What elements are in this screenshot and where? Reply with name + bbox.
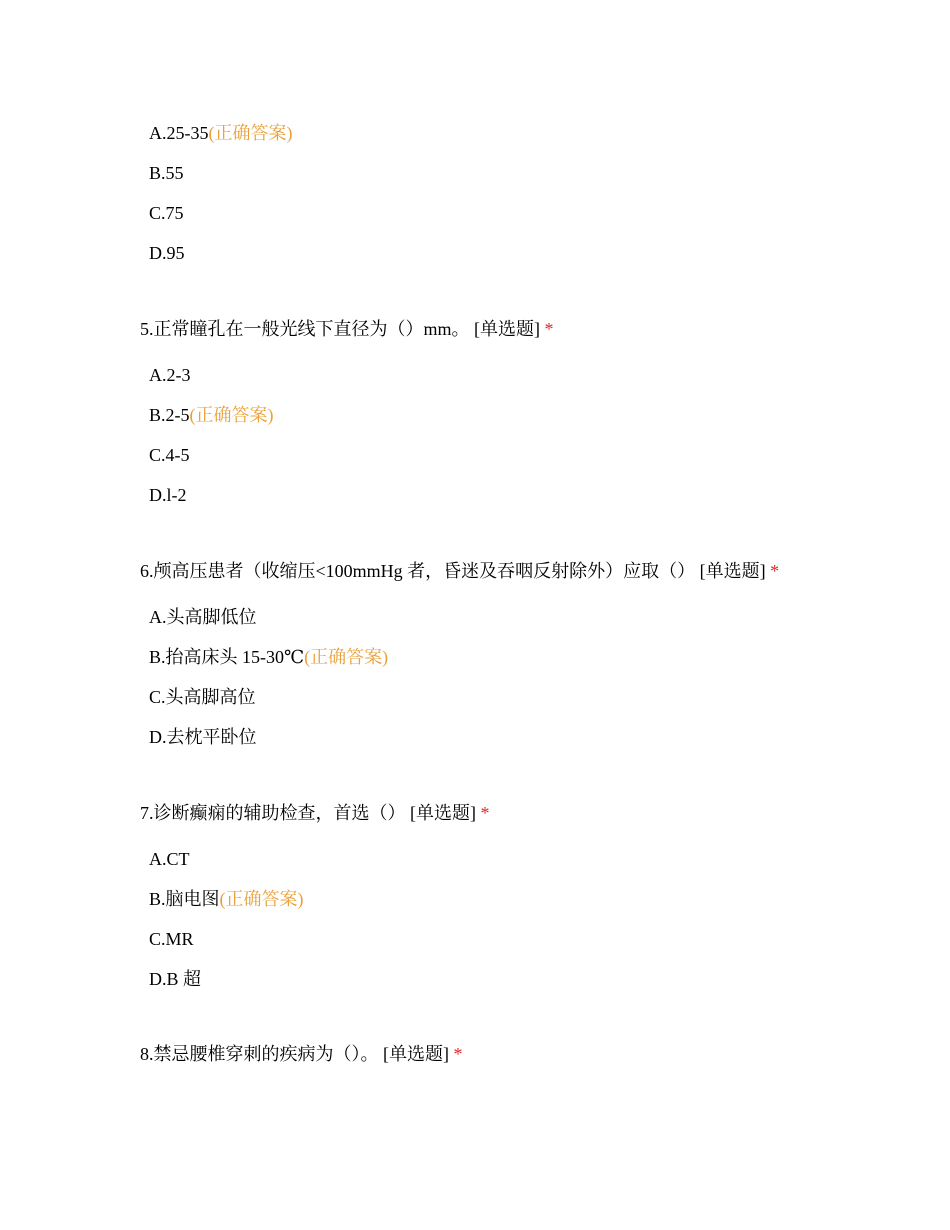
correct-answer-marker: (正确答案) [208,123,293,143]
required-asterisk: * [480,803,490,823]
q4-option-d[interactable] [149,241,185,265]
q5-option-d[interactable] [149,483,187,507]
option-text: A.头高脚低位 [149,607,257,627]
option-text: D.B 超 [149,969,202,989]
question-8-title [140,1041,463,1067]
q6-option-c[interactable] [149,685,256,709]
question-7-title [140,800,490,826]
option-text: B.脑电图 [149,889,220,909]
option-text: C.75 [149,203,184,223]
q5-option-a[interactable] [149,363,191,387]
q4-option-c[interactable] [149,201,184,225]
q7-option-c[interactable] [149,927,194,951]
option-text: C.头高脚高位 [149,687,256,707]
q7-option-b[interactable] [149,887,304,911]
option-text: A.2-3 [149,365,191,385]
q7-option-a[interactable] [149,847,190,871]
option-text: C.4-5 [149,445,190,465]
q4-option-a[interactable] [149,121,293,145]
question-6-title [140,558,779,584]
q6-option-d[interactable] [149,725,257,749]
required-asterisk: * [770,561,780,581]
required-asterisk: * [544,319,554,339]
option-text: B.2-5 [149,405,190,425]
correct-answer-marker: (正确答案) [219,889,304,909]
q7-option-d[interactable] [149,967,201,991]
required-asterisk: * [453,1044,463,1064]
question-text: 8.禁忌腰椎穿刺的疾病为（）。 [单选题] [140,1044,449,1064]
q5-option-b[interactable] [149,403,274,427]
option-text: D.l-2 [149,485,187,505]
question-5-title [140,316,554,342]
question-text: 7.诊断癫痫的辅助检查，首选（） [单选题] [140,803,476,823]
correct-answer-marker: (正确答案) [189,405,274,425]
option-text: D.去枕平卧位 [149,727,257,747]
option-text: B.55 [149,163,184,183]
option-text: A.25-35 [149,123,209,143]
q4-option-b[interactable] [149,161,184,185]
q6-option-a[interactable] [149,605,257,629]
q5-option-c[interactable] [149,443,190,467]
question-text: 6.颅高压患者（收缩压<100mmHg 者，昏迷及吞咽反射除外）应取（） [单选题] [140,561,766,581]
correct-answer-marker: (正确答案) [304,647,389,667]
option-text: C.MR [149,929,194,949]
q6-option-b[interactable] [149,645,388,669]
question-text: 5.正常瞳孔在一般光线下直径为（）mm。 [单选题] [140,319,540,339]
option-text: B.抬高床头 15-30℃ [149,647,305,667]
option-text: A.CT [149,849,190,869]
option-text: D.95 [149,243,185,263]
